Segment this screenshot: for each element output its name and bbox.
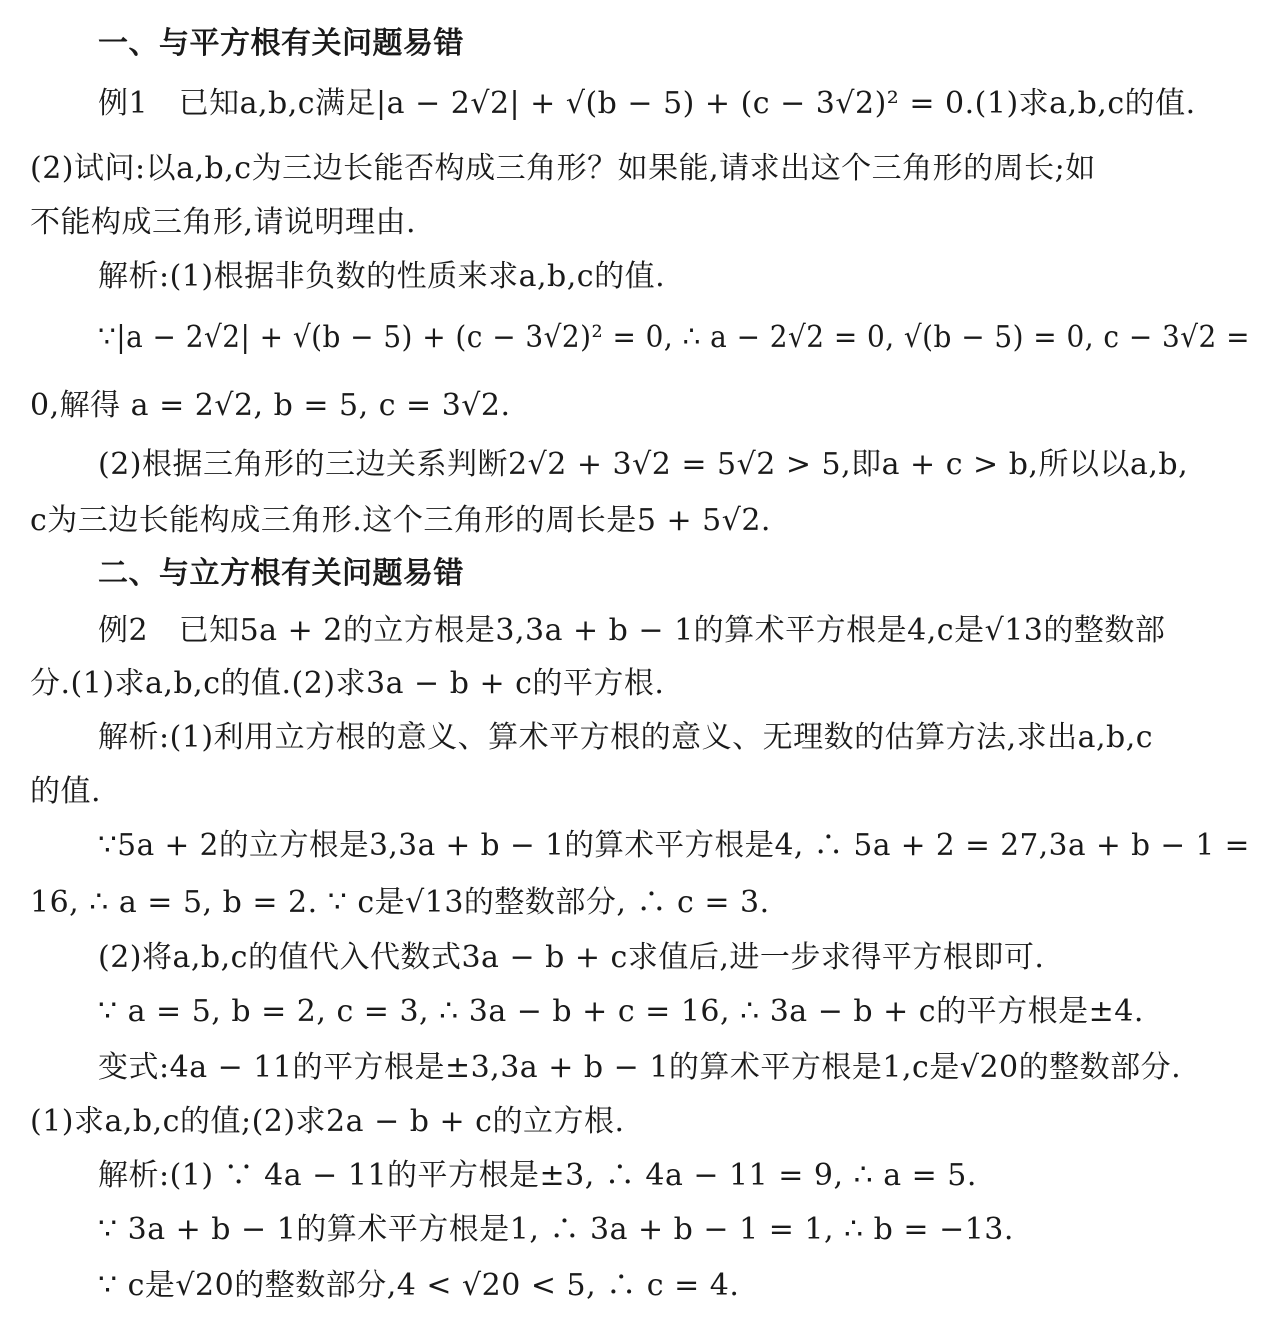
solution-1-result: 0,解得 a = 2√2, b = 5, c = 3√2.	[30, 388, 511, 423]
example-1-question-2: (2)试问:以a,b,c为三边长能否构成三角形？如果能,请求出这个三角形的周长;如	[30, 151, 1096, 186]
solution-2-part-2: (2)将a,b,c的值代入代数式3a − b + c求值后,进一步求得平方根即可.	[98, 940, 1045, 975]
solution-2-part-1-cont: 的值.	[30, 774, 102, 809]
section-heading-square-root: 一、与平方根有关问题易错	[98, 26, 464, 61]
variant-solution-b: ∵ 3a + b − 1的算术平方根是1, ∴ 3a + b − 1 = 1, ∴ b = −13.	[98, 1212, 1014, 1247]
solution-2-equation: ∵5a + 2的立方根是3,3a + b − 1的算术平方根是4, ∴ 5a + 2 = 27,3a + b − 1 =	[98, 828, 1250, 863]
variant-solution-c: ∵ c是√20的整数部分,4 < √20 < 5, ∴ c = 4.	[98, 1268, 740, 1303]
section-heading-cube-root: 二、与立方根有关问题易错	[98, 556, 464, 591]
example-1-statement: 例1 已知a,b,c满足|a − 2√2| + √(b − 5) + (c − 3√2)² = 0.(1)求a,b,c的值.	[98, 86, 1196, 121]
variant-statement: 变式:4a − 11的平方根是±3,3a + b − 1的算术平方根是1,c是√20的整数部分.	[98, 1050, 1182, 1085]
solution-1-equation: ∵|a − 2√2| + √(b − 5) + (c − 3√2)² = 0, ∴ a − 2√2 = 0, √(b − 5) = 0, c − 3√2 =	[98, 320, 1250, 355]
variant-solution-a: 解析:(1) ∵ 4a − 11的平方根是±3, ∴ 4a − 11 = 9, ∴ a = 5.	[98, 1158, 977, 1193]
solution-2-values: 16, ∴ a = 5, b = 2. ∵ c是√13的整数部分, ∴ c = 3.	[30, 885, 770, 920]
solution-2-part-1: 解析:(1)利用立方根的意义、算术平方根的意义、无理数的估算方法,求出a,b,c	[98, 720, 1154, 755]
example-2-statement: 例2 已知5a + 2的立方根是3,3a + b − 1的算术平方根是4,c是√13的整数部	[98, 613, 1166, 648]
solution-2-answer: ∵ a = 5, b = 2, c = 3, ∴ 3a − b + c = 16, ∴ 3a − b + c的平方根是±4.	[98, 994, 1144, 1029]
solution-1-part-2: (2)根据三角形的三边关系判断2√2 + 3√2 = 5√2 > 5,即a + c > b,所以以a,b,	[98, 447, 1189, 482]
variant-questions: (1)求a,b,c的值;(2)求2a − b + c的立方根.	[30, 1104, 625, 1139]
solution-1-perimeter: c为三边长能构成三角形.这个三角形的周长是5 + 5√2.	[30, 503, 771, 538]
example-2-questions: 分.(1)求a,b,c的值.(2)求3a − b + c的平方根.	[30, 666, 665, 701]
example-1-question-2-cont: 不能构成三角形,请说明理由.	[30, 205, 417, 240]
solution-1-part-1: 解析:(1)根据非负数的性质来求a,b,c的值.	[98, 259, 666, 294]
